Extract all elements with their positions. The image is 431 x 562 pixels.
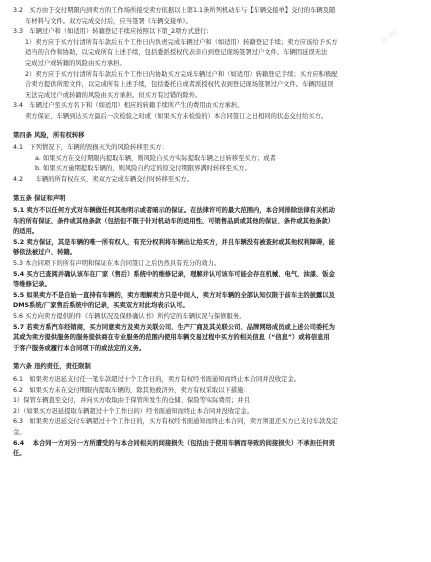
section-4-heading: 第四条 风险，所有权转移 [13,131,85,139]
clause-5-1-cont: 的适用。 [13,228,39,236]
clause-5-5-cont: DMS系统/厂家售后系统中的记录，买卖双方对此均表示认可。 [13,302,189,310]
clause-5-3: 5.3 本合同项下的所有声明和保证在本合同签订之后仍然具有充分的效力。 [13,260,221,268]
option-2-cont: 无法完成过户或转籍的风险由买方承担。但买方有过错的除外。 [25,91,202,99]
clause-5-4-cont: 等维修记录。 [13,281,51,289]
watermark: ai Hit [379,27,400,45]
clause-3-4-cont: 卖方保证，车辆到达买方最后一次检验之时或（如果买方未检验的）本合同签订之日相同的状态交付给买方。 [25,112,328,120]
clause-6-4: 6.4 本合同一方对另一方所遭受的与本合同相关的间接损失（包括由于使用车辆而导致的间接损失）不承担任何责 [13,439,335,447]
clause-5-1-cont: 车的所有保证、条件或其他条款（包括但不限于针对机动车的适用性、可销售品质或其他的保证、条件或其他条款） [13,217,335,225]
option-2: 2）卖方应于买方付清所有车款后五个工作日内协助买方完成车辆过户和（如适用）转籍登记手续；买方应积极配 [25,70,338,78]
clause-3-4: 3.4 车辆过户至买方名下和（如适用）相应的转籍手续所产生的费用由买方承担。 [13,102,244,110]
clause-6-1: 6.1 如果卖方迟延支付任一笔车款超过十个工作日的，卖方有权经书面通知而终止本合同并没收定金。 [13,376,301,383]
clause-6-4-cont: 任。 [13,450,26,458]
option-1-cont: 适当的合作和协助，以完成所有上述手续，包括委派授权代表亲自到登记现场签署过户文件。车辆因延误无法 [25,49,328,57]
option-1-cont: 完成过户或转籍的风险由买方承担。 [25,59,126,67]
section-5-heading: 第五条 保证和声明 [13,194,66,202]
clause-5-5: 5.5 如果卖方不是自始一直持有车辆的，卖方理解卖方只是中间人，卖方对车辆的全部认知仅限于前车主的披露以及 [13,291,335,299]
clause-6-3-cont: 金。 [13,428,26,436]
section-6-heading: 第六条 违约责任，责任限制 [13,363,91,371]
clause-4-1: 4.1 下列情况下，车辆的毁损灭失的风险转移至买方： [13,144,168,152]
clause-5-2-cont: 够依法被过户、转籍。 [13,249,76,257]
clause-3-3: 3.3 车辆过户和（如适用）转籍登记手续应按照以下第_2项方式进行: [13,28,209,36]
clause-6-3: 6.3 如果卖方迟延交付车辆超过十个工作日的，买方有权经书面通知而终止本合同，卖方须退还买方已支付车款及定 [13,418,338,426]
option-1: 1）卖方应于买方付清所有车款后五个工作日内负责完成车辆过户和（如适用）转籍登记手续；卖方应该给予买方 [25,38,338,46]
clause-5-6: 5.6 买方向卖方提供附件《车辆状况及保修确认书》所约定的车辆状况与保修服务。 [13,313,246,321]
clause-5-4: 5.4 买方已查阅并确认该车在厂家（售后）系统中的维修记录，理解并认可该车可能会存在机械、电气、油漆、钣金 [13,270,335,278]
clause-5-1: 5.1 卖方不以任何方式对车辆做任何其他明示或者暗示的保证。在法律许可的最大范围内，本合同排除法律有关机动 [13,207,335,215]
clause-3-2: 3.2 买方由于交付期限内到卖方的工作场所接受卖方依据以上第1.1条所列机动车与【车辆交接单】交付的车辆及随 [13,7,336,14]
clause-5-2: 5.2 卖方保证，其是车辆的唯一所有权人，有充分权利将车辆出让给买方，并且车辆没有被查封或其他权利障碍，能 [13,238,335,246]
clause-3-2-cont: 车材料与文件。双方完成交付后，应当签署《车辆交接单》。 [25,17,192,25]
clause-5-7: 5.7 若卖方系汽车经销商，买方同意卖方及卖方关联公司、生产厂商及其关联公司、品牌网络成员或上述公司委托为 [13,323,335,331]
clause-6-2-1: 1）保管车辆直至交付，并向买方收取由于保管所发生的仓储、保险等实际费用；并且 [13,397,250,405]
clause-4-1-a: a. 如果买方在交付期限内提取车辆，则风险自买方实际提取车辆之日转移至买方；或者 [35,154,276,162]
clause-4-2: 4.2 车辆的所有权在买、卖双方完成车辆交付时转移至买方。 [13,175,194,183]
clause-6-2: 6.2 如果买方未在交付期限内提取车辆的，除其他救济外，卖方有权采取以下措施： [13,386,250,394]
clause-5-7-cont: 其或为卖方提供服务的服务提供商在专业服务的范围内使用车辆交易过程中买方的相关信息（“信息”）或将信息用 [13,334,330,342]
clause-6-2-2: 2）（如果买方迟延提取车辆超过十个工作日的）经书面通知而终止本合同并没收定金。 [13,407,254,415]
clause-4-1-b: b. 如果买方逾期提取车辆的，则风险自约定的原交付期限界满时转移至买方。 [35,165,251,173]
clause-5-7-cont: 于客户服务或履行本合同项下的或法定的义务。 [13,344,146,352]
option-2-cont: 合卖方提供所需文件，以完成所有上述手续，包括委托自或者派授权代表到登记现场签署过户文件。车辆因延误 [25,81,334,89]
